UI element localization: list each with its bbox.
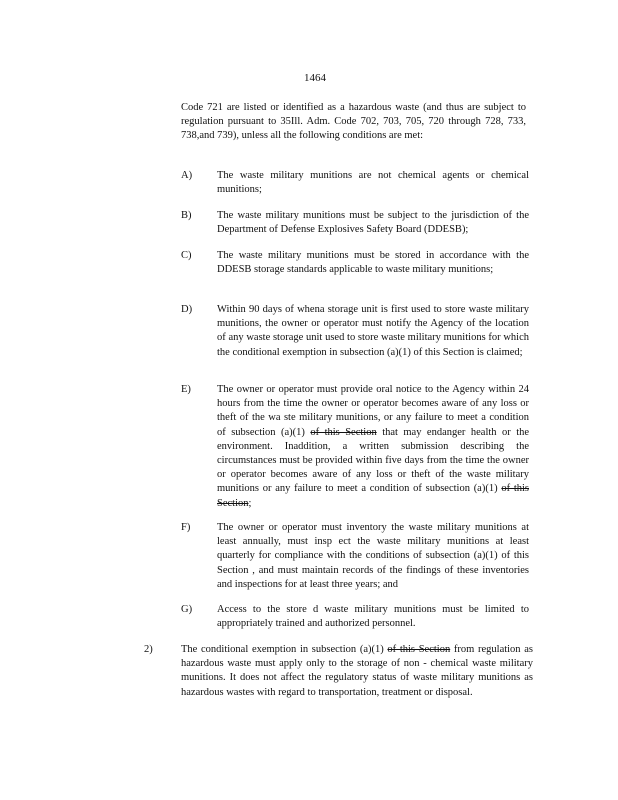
item-text-part: The conditional exemption in subsection (a)(1) [181, 644, 384, 655]
item-text: Within 90 days of whena storage unit is first used to store waste military munitions, the owner or operator must notify the Agency of the location of any waste storage unit used to store waste military munitions for which the conditional exemption in subsection (a)(1) of this Section is claimed; [217, 304, 529, 358]
item-label: C) [181, 250, 192, 261]
item-label: D) [181, 304, 193, 315]
struck-text: of this Section [310, 426, 377, 438]
item-text-part: ; [248, 497, 252, 509]
intro-paragraph: Code 721 are listed or identified as a hazardous waste (and thus are subject to regulation pursuant to 35Ill. Adm. Code 702, 703, 705, 720 through 728, 733, 738,and 739), unless all the following conditions are met: [181, 102, 526, 142]
item-label: 2) [144, 644, 153, 655]
item-label: B) [181, 210, 192, 221]
item-text [217, 383, 529, 511]
item-text: The waste military munitions must be subject to the jurisdiction of the Department of Defense Explosives Safety Board (DDESB); [217, 210, 529, 236]
item-text: The owner or operator must inventory the waste military munitions at least annually, must insp ect the waste military munitions at least quarterly for compliance with the conditions of subsection (a)(1) of this Section , and must maintain records of the findings of these inventories and inspections for at least three years; and [217, 522, 529, 590]
item-text-part: that may endanger health or the environment. Inaddition, a written submission describing the circumstances must be provided within five days from the time the owner or operator becomes aware of any loss or theft of the waste military munitions or any failure to meet a condition of subsection (a)(1) [217, 426, 530, 495]
item-text-part: The owner or operator must provide oral notice to the Agency within 24 hours from the time the owner or operator becomes aware of any loss or theft of the wa ste military munitions, or any failure to meet a condition of subsection (a)(1) [217, 384, 529, 438]
item-text: Access to the store d waste military munitions must be limited to appropriately trained and authorized personnel. [217, 604, 529, 630]
item-label: G) [181, 604, 193, 615]
page-number: 1464 [304, 72, 326, 84]
item-text-part: from regulation as hazardous waste must apply only to the storage of non - chemical waste military munitions. It does not affect the regulatory status of waste military munitions as hazardous wastes with regard to transportation, treatment or disposal. [181, 644, 533, 698]
item-label: A) [181, 170, 193, 181]
struck-text: of this Section [387, 644, 451, 655]
item-text: The waste military munitions must be stored in accordance with the DDESB storage standards applicable to waste military munitions; [217, 250, 529, 276]
item-label: E) [181, 384, 191, 395]
item-label: F) [181, 522, 191, 533]
item-text: The waste military munitions are not chemical agents or chemical munitions; [217, 170, 529, 196]
struck-text: of this Section [217, 483, 530, 509]
item-text [181, 643, 533, 700]
